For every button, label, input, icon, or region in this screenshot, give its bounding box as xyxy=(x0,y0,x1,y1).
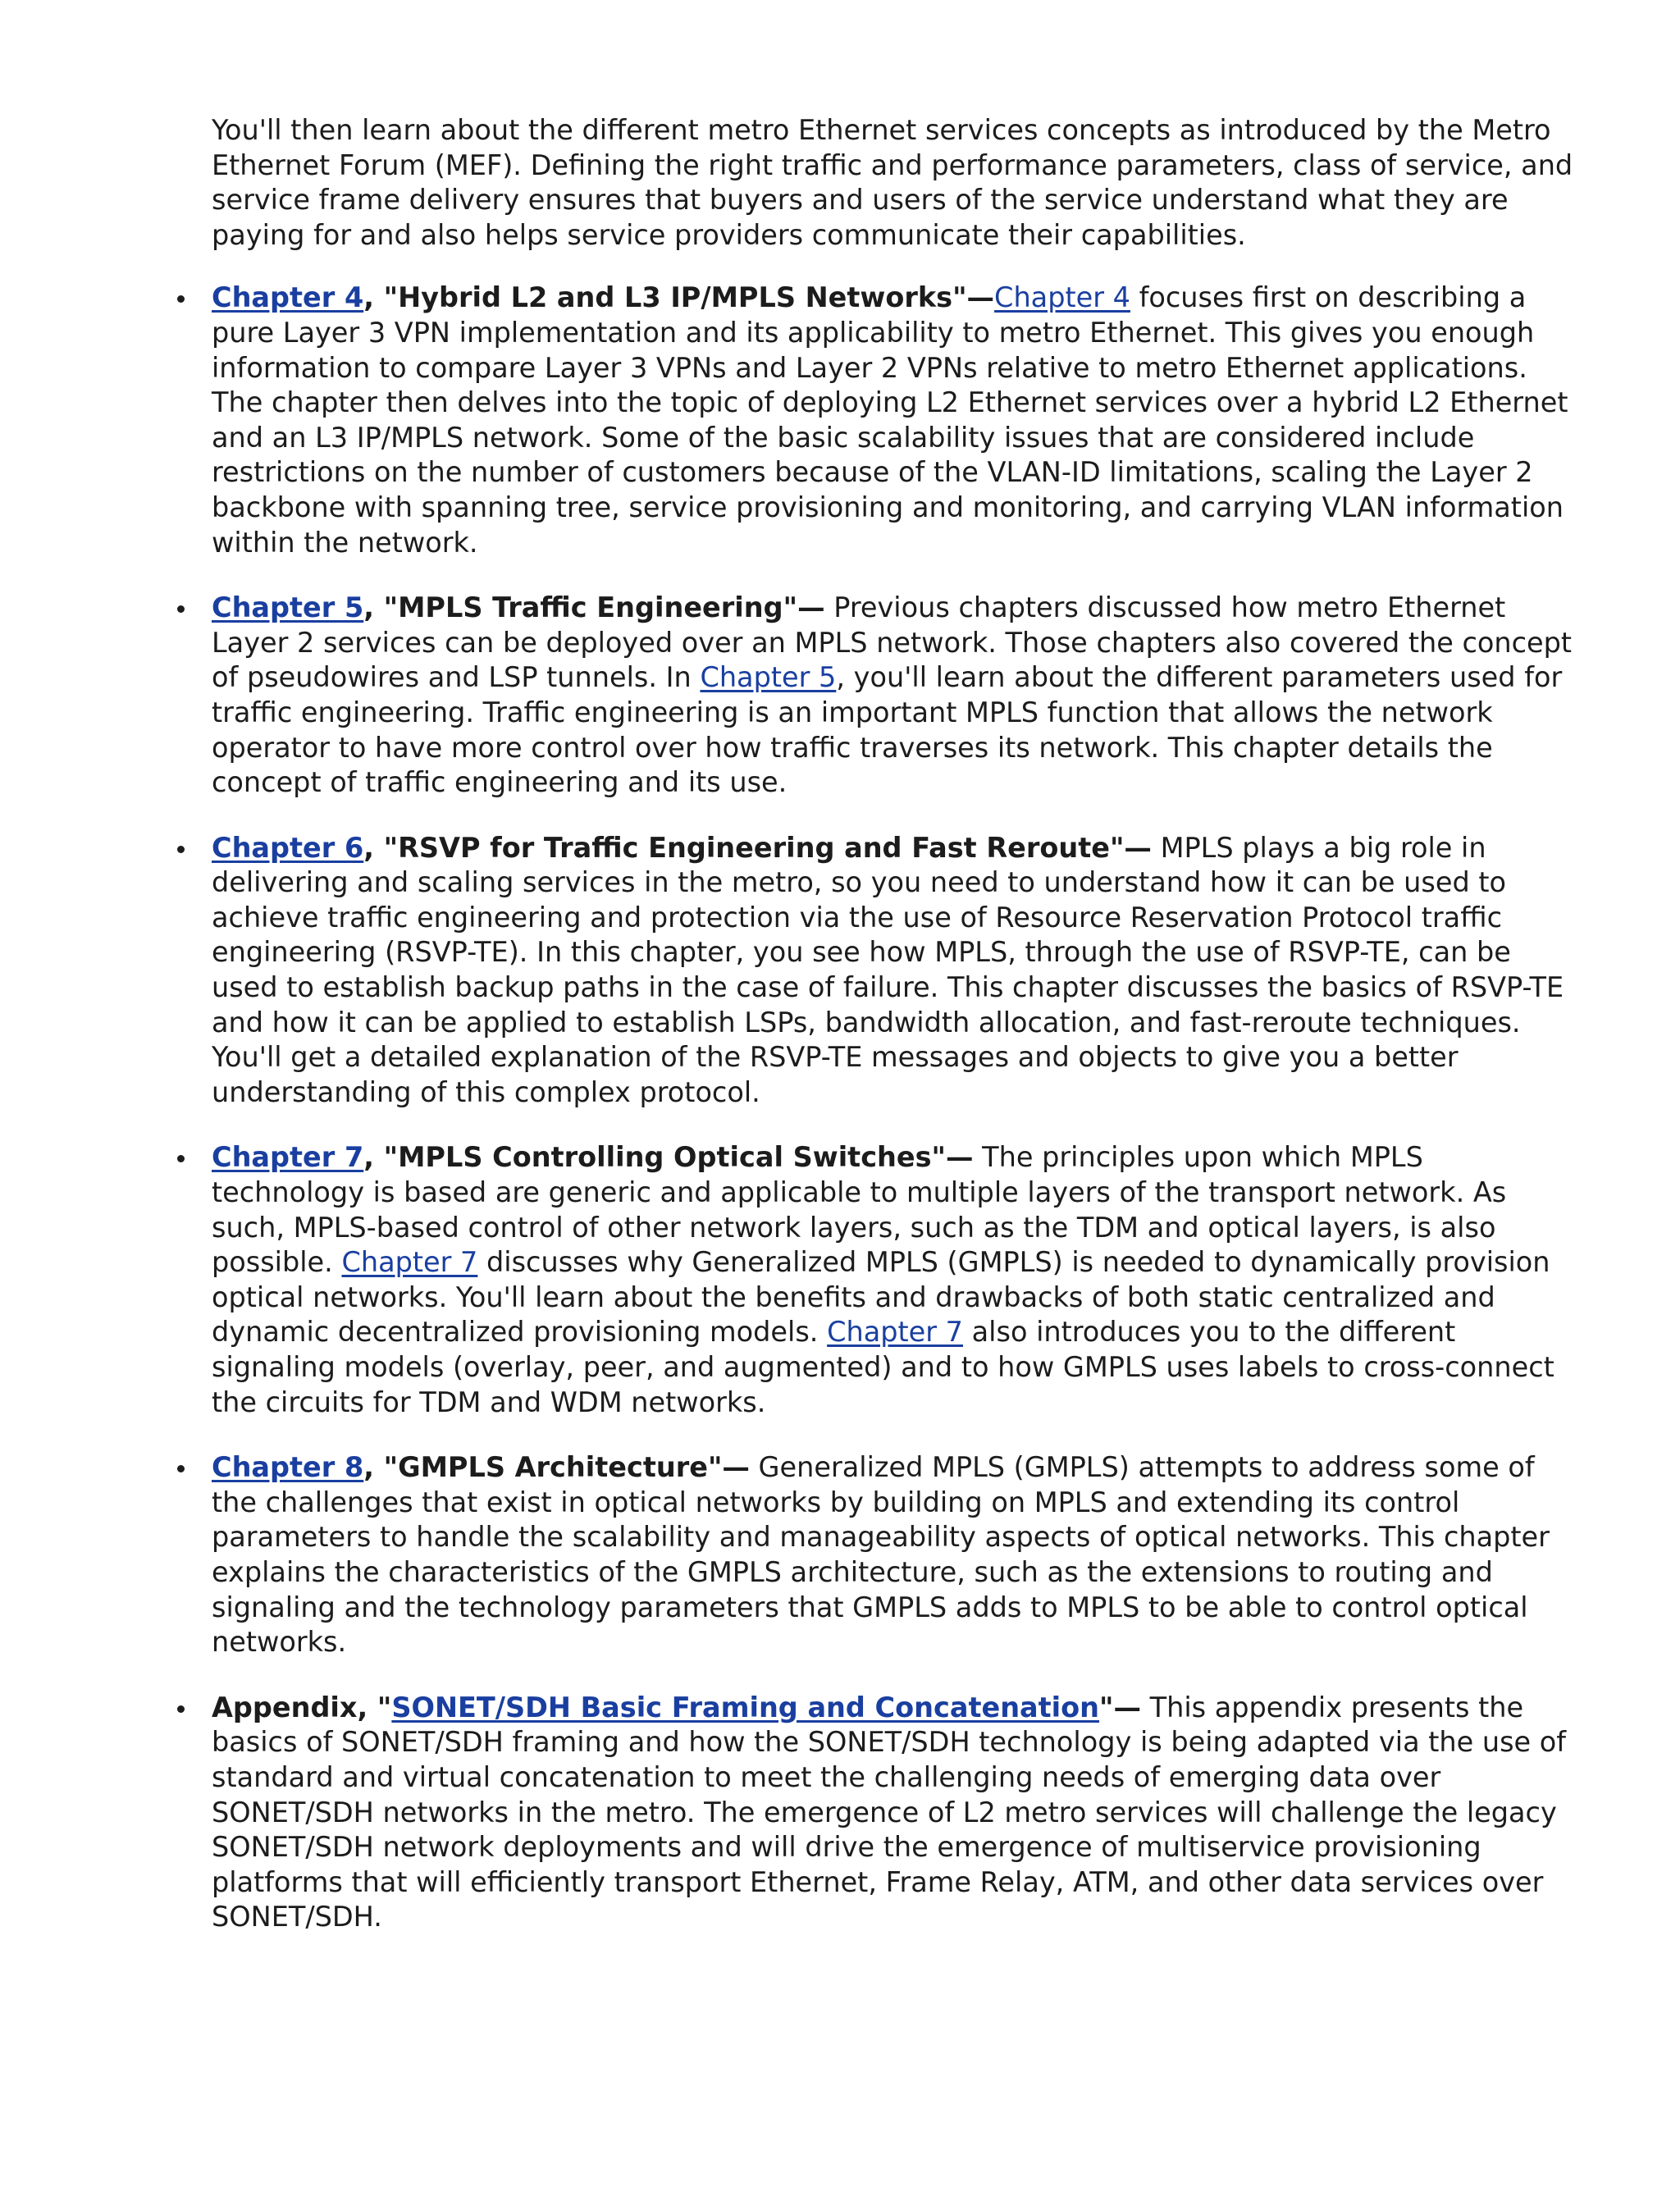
list-item-appendix xyxy=(212,1691,1582,1935)
chapter-7-link[interactable]: Chapter 7 xyxy=(212,1141,364,1174)
chapter-8-description: Generalized MPLS (GMPLS) attempts to address some of the challenges that exist in optical networks by building on MPLS and extending its control parameters to handle the scalability and manageability aspects of optical networks. This chapter explains the characteristics of the GMPLS architecture, such as the extensions to routing and signaling and the technology parameters that GMPLS adds to MPLS to be able to control optical networks. xyxy=(212,1451,1550,1659)
chapter-5-title: , "MPLS Traffic Engineering"— xyxy=(363,591,825,624)
list-item-chapter-4 xyxy=(212,281,1582,560)
appendix-title: "— xyxy=(1099,1691,1141,1723)
chapter-5-link[interactable]: Chapter 5 xyxy=(212,591,364,624)
chapter-8-title: , "GMPLS Architecture"— xyxy=(363,1451,750,1484)
intro-paragraph: You'll then learn about the different metro Ethernet services concepts as introduced by the Metro Ethernet Forum (MEF). Defining the right traffic and performance parameters, class of service, and service frame delivery ensures that buyers and users of the service understand what they are paying for and also helps service providers communicate their capabilities. xyxy=(212,114,1573,251)
appendix-prefix: Appendix, " xyxy=(212,1691,392,1723)
chapter-4-description: focuses first on describing a pure Layer 3 VPN implementation and its applicability to metro Ethernet. This gives you enough information to compare Layer 3 VPNs and Layer 2 VPNs relative to metro Ethernet applications. The chapter then delves into the topic of deploying L2 Ethernet services over a hybrid L2 Ethernet and an L3 IP/MPLS network. Some of the basic scalability issues that are considered include restrictions on the number of customers because of the VLAN-ID limitations, scaling the Layer 2 backbone with spanning tree, service provisioning and monitoring, and carrying VLAN information within the network. xyxy=(212,281,1568,559)
chapter-4-link[interactable]: Chapter 4 xyxy=(212,281,364,314)
chapter-7-description-part-2: discusses why Generalized MPLS (GMPLS) is needed to dynamically provision optical networks. You'll learn about the benefits and drawbacks of both static centralized and dynamic decentralized provisioning models. xyxy=(212,1246,1550,1349)
chapter-4-title: , "Hybrid L2 and L3 IP/MPLS Networks"— xyxy=(363,281,995,314)
chapter-5-description-part-1: Previous chapters discussed how metro Ethernet Layer 2 services can be deployed over an MPLS network. Those chapters also covered the concept of pseudowires and LSP tunnels. In xyxy=(212,591,1573,694)
chapter-5-inline-link[interactable]: Chapter 5 xyxy=(700,661,837,694)
chapter-list xyxy=(212,281,1582,1935)
chapter-6-link[interactable]: Chapter 6 xyxy=(212,831,364,864)
chapter-7-title: , "MPLS Controlling Optical Switches"— xyxy=(363,1141,974,1174)
list-item-chapter-6 xyxy=(212,831,1582,1111)
list-item-chapter-5 xyxy=(212,591,1582,801)
chapter-7-inline-link-2[interactable]: Chapter 7 xyxy=(827,1316,963,1349)
appendix-link[interactable]: SONET/SDH Basic Framing and Concatenation xyxy=(391,1691,1100,1723)
chapter-8-link[interactable]: Chapter 8 xyxy=(212,1451,364,1484)
chapter-7-description-part-1: The principles upon which MPLS technology is based are generic and applicable to multiple layers of the transport network. As such, MPLS-based control of other network layers, such as the TDM and optical layers, is also possible. xyxy=(212,1141,1507,1279)
chapter-4-inline-link[interactable]: Chapter 4 xyxy=(994,281,1130,314)
chapter-6-title: , "RSVP for Traffic Engineering and Fast Reroute"— xyxy=(363,831,1152,864)
appendix-description: This appendix presents the basics of SONET/SDH framing and how the SONET/SDH technology is being adapted via the use of standard and virtual concatenation to meet the challenging needs of emerging data over SONET/SDH networks in the metro. The emergence of L2 metro services will challenge the legacy SONET/SDH network deployments and will drive the emergence of multiservice provisioning platforms that will efficiently transport Ethernet, Frame Relay, ATM, and other data services over SONET/SDH. xyxy=(212,1691,1567,1933)
list-item-chapter-7 xyxy=(212,1140,1582,1420)
chapter-7-inline-link-1[interactable]: Chapter 7 xyxy=(341,1246,478,1279)
chapter-6-description: MPLS plays a big role in delivering and scaling services in the metro, so you need to understand how it can be used to achieve traffic engineering and protection via the use of Resource Reservation Protocol traffic engineering (RSVP-TE). In this chapter, you see how MPLS, through the use of RSVP-TE, can be used to establish backup paths in the case of failure. This chapter discusses the basics of RSVP-TE and how it can be applied to establish LSPs, bandwidth allocation, and fast-reroute techniques. You'll get a detailed explanation of the RSVP-TE messages and objects to give you a better understanding of this complex protocol. xyxy=(212,831,1564,1108)
chapter-5-description-part-2: , you'll learn about the different parameters used for traffic engineering. Traffic engineering is an important MPLS function that allows the network operator to have more control over how traffic traverses its network. This chapter details the concept of traffic engineering and its use. xyxy=(212,661,1563,799)
chapter-7-description-part-3: also introduces you to the different signaling models (overlay, peer, and augmented) and to how GMPLS uses labels to cross-connect the circuits for TDM and WDM networks. xyxy=(212,1316,1554,1418)
list-item-chapter-8 xyxy=(212,1450,1582,1660)
